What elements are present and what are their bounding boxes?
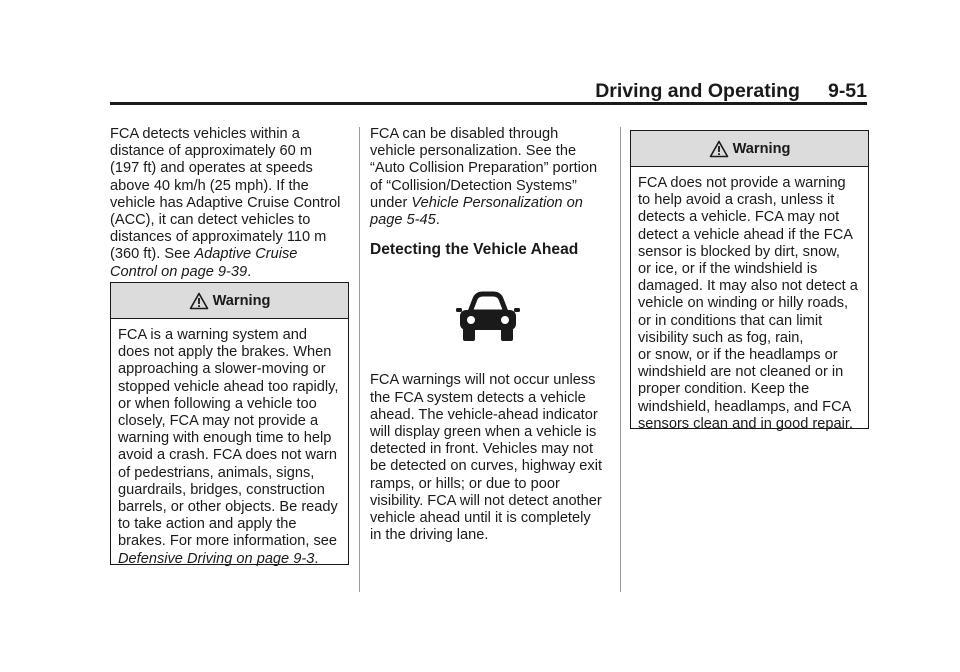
text-line: sensors clean and in good repair. — [638, 415, 853, 432]
text-line: the FCA system detects a vehicle — [370, 389, 586, 406]
text-line: vehicle ahead until it is completely — [370, 510, 591, 527]
text-line — [110, 246, 348, 263]
text-fragment: . — [247, 263, 252, 280]
fca-range-paragraph — [110, 126, 348, 281]
text-line: in the driving lane. — [370, 527, 489, 544]
text-line: vehicle on winding or hilly roads, — [638, 295, 849, 312]
text-line — [118, 551, 343, 568]
vehicle-ahead-paragraph — [370, 372, 608, 544]
text-line: distance of approximately 60 m — [110, 143, 312, 160]
text-fragment: . — [435, 212, 440, 229]
disable-paragraph — [370, 126, 608, 229]
text-line: brakes. For more information, see — [118, 533, 337, 550]
text-line: barrels, or other objects. Be ready — [118, 499, 338, 516]
text-line: avoid a crash. FCA does not warn — [118, 447, 338, 464]
text-line: to help avoid a crash, unless it — [638, 192, 835, 209]
text-line: proper condition. Keep the — [638, 381, 810, 398]
text-line: visibility. FCA will not detect another — [370, 492, 602, 509]
text-line: vehicle has Adaptive Cruise Control — [110, 194, 341, 211]
text-line: sensor is blocked by dirt, snow, — [638, 243, 840, 260]
cross-reference-link[interactable]: Control on page 9-39 — [110, 263, 248, 280]
text-line — [370, 212, 608, 229]
text-line: damaged. It may also not detect a — [638, 278, 858, 295]
text-line: or when following a vehicle too — [118, 395, 317, 412]
warning-title: Warning — [732, 140, 791, 157]
page-header — [110, 80, 867, 102]
text-line: detect a vehicle ahead if the FCA — [638, 226, 853, 243]
text-line: vehicle personalization. See the — [370, 143, 577, 160]
text-line: to take action and apply the — [118, 516, 297, 533]
text-line: will display green when a vehicle is — [370, 424, 597, 441]
text-line — [110, 264, 348, 281]
warning-triangle-icon — [189, 292, 209, 310]
cross-reference-link[interactable]: page 5-45 — [370, 212, 436, 229]
warning-body — [111, 319, 348, 574]
text-line: ahead. The vehicle-ahead indicator — [370, 406, 598, 423]
text-line: “Auto Collision Preparation” portion — [370, 160, 598, 177]
column-divider — [620, 127, 621, 592]
text-line: of “Collision/Detection Systems” — [370, 177, 577, 194]
text-line: stopped vehicle ahead too rapidly, — [118, 378, 339, 395]
text-line: FCA warnings will not occur unless — [370, 372, 596, 389]
text-line: closely, FCA may not provide a — [118, 413, 319, 430]
text-line: FCA detects vehicles within a — [110, 126, 300, 142]
text-fragment: under — [370, 194, 412, 211]
warning-header — [631, 131, 868, 167]
text-line: windshield, headlamps, and FCA — [638, 398, 852, 415]
page-number: 9-51 — [827, 80, 867, 102]
text-line: (ACC), it can detect vehicles to — [110, 212, 311, 229]
section-title: Driving and Operating — [595, 80, 800, 102]
warning-box-1 — [110, 282, 349, 565]
text-line: visibility such as fog, rain, — [638, 329, 804, 346]
text-line: above 40 km/h (25 mph). If the — [110, 177, 309, 194]
text-line: approaching a slower-moving or — [118, 361, 326, 378]
text-line: guardrails, bridges, construction — [118, 481, 325, 498]
text-line: distances of approximately 110 m — [110, 229, 327, 246]
text-line: warning with enough time to help — [118, 430, 332, 447]
cross-reference-link[interactable]: Defensive Driving on page 9-3 — [118, 550, 315, 567]
text-line: ramps, or hills; or due to poor — [370, 475, 560, 492]
text-line: or in conditions that can limit — [638, 312, 823, 329]
vehicle-ahead-indicator-icon — [456, 290, 520, 342]
text-line: be detected on curves, highway exit — [370, 458, 603, 475]
text-line — [370, 195, 608, 212]
text-line: FCA does not provide a warning — [638, 175, 846, 191]
text-line: of pedestrians, animals, signs, — [118, 464, 315, 481]
text-line: FCA can be disabled through — [370, 126, 559, 142]
text-line: detected in front. Vehicles may not — [370, 441, 594, 458]
column-1 — [110, 126, 348, 281]
header-rule — [110, 102, 867, 105]
cross-reference-link[interactable]: Vehicle Personalization on — [411, 194, 583, 211]
text-line: or snow, or if the headlamps or — [638, 347, 838, 364]
text-line: (197 ft) and operates at speeds — [110, 160, 313, 177]
column-divider — [359, 127, 360, 592]
text-line: or ice, or if the windshield is — [638, 261, 818, 278]
warning-title: Warning — [212, 292, 271, 309]
warning-triangle-icon — [709, 140, 729, 158]
text-fragment: . — [314, 550, 319, 567]
warning-box-2 — [630, 130, 869, 432]
text-line: detects a vehicle. FCA may not — [638, 209, 840, 226]
warning-body — [631, 167, 868, 439]
text-line: does not apply the brakes. When — [118, 344, 332, 361]
section-heading: Detecting the Vehicle Ahead — [370, 241, 579, 259]
text-line: windshield are not cleaned or in — [638, 364, 844, 381]
text-fragment: (360 ft). See — [110, 246, 195, 263]
text-line: FCA is a warning system and — [118, 327, 307, 343]
cross-reference-link[interactable]: Adaptive Cruise — [194, 246, 298, 263]
warning-header — [111, 283, 348, 319]
